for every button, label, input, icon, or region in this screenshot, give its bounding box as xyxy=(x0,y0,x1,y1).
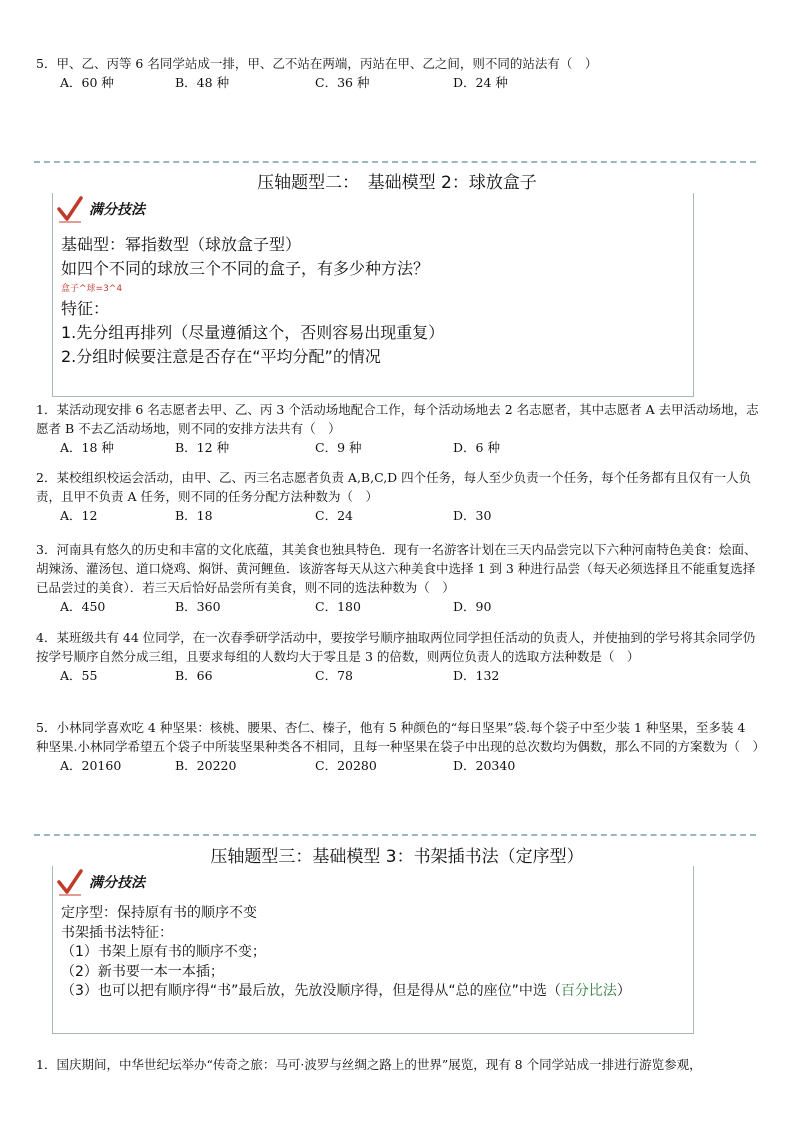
options-row xyxy=(36,597,760,616)
question-1 xyxy=(36,400,760,457)
tips-box xyxy=(52,866,694,1034)
tips-line: 特征： xyxy=(61,299,110,318)
tips-line: 定序型：保持原有书的顺序不变 xyxy=(61,905,257,921)
section-divider xyxy=(34,161,756,163)
question-stem: 5．甲、乙、丙等 6 名同学站成一排，甲、乙不站在两端，丙站在甲、乙之间，则不同的站法有（ ） xyxy=(36,56,598,71)
option-c: C．36 种 xyxy=(315,75,370,90)
tips-header xyxy=(57,868,145,896)
option-a: A．18 种 xyxy=(60,440,114,455)
tips-line: 1.先分组再排列（尽量遵循这个，否则容易出现重复） xyxy=(61,323,445,342)
question-bottom-1 xyxy=(36,1055,760,1074)
section-title: 压轴题型三：基础模型 3：书架插书法（定序型） xyxy=(210,847,584,867)
option-b: B．20220 xyxy=(175,758,237,773)
question-top-5 xyxy=(36,54,760,92)
options-row xyxy=(36,666,760,685)
tips-line-text: ） xyxy=(616,983,631,999)
tips-line: （1）书架上原有书的顺序不变； xyxy=(61,944,266,960)
option-d: D．132 xyxy=(453,668,500,683)
option-d: D．6 种 xyxy=(453,440,500,455)
option-d: D．90 xyxy=(453,599,492,614)
options-row xyxy=(36,438,760,457)
options-row xyxy=(36,73,760,92)
tips-line-text: （3）也可以把有顺序得“书”最后放，先放没顺序得，但是得从“总的座位”中选（ xyxy=(61,983,561,999)
option-d: D．30 xyxy=(453,508,492,523)
option-b: B．12 种 xyxy=(175,440,230,455)
question-2 xyxy=(36,468,760,525)
question-3 xyxy=(36,540,760,616)
section-title: 压轴题型二： 基础模型 2：球放盒子 xyxy=(257,173,537,193)
tips-line: 书架插书法特征： xyxy=(61,924,173,941)
formula-note: 盒子^球=3^4 xyxy=(61,284,123,294)
tips-header xyxy=(57,195,145,223)
tips-content xyxy=(61,904,689,1002)
tips-line xyxy=(61,982,689,1002)
question-stem: 4．某班级共有 44 位同学，在一次春季研学活动中，要按学号顺序抽取两位同学担任活动的负责人，并使抽到的学号将其余同学仍按学号顺序自然分成三组，且要求每组的人数均大于零且是 3 的倍数，则两位负责人的选取方法种数是（ ） xyxy=(36,630,756,664)
option-a: A．60 种 xyxy=(60,75,114,90)
tips-box xyxy=(52,193,694,397)
option-b: B．66 xyxy=(175,668,213,683)
tips-label: 满分技法 xyxy=(89,875,145,891)
percentage-method-link[interactable]: 百分比法 xyxy=(560,983,617,999)
options-row xyxy=(36,756,760,775)
option-c: C．78 xyxy=(315,668,353,683)
tips-line: 基础型：幂指数型（球放盒子型） xyxy=(61,235,302,254)
option-c: C．9 种 xyxy=(315,440,362,455)
question-stem: 2．某校组织校运会活动，由甲、乙、丙三名志愿者负责 A,B,C,D 四个任务，每人至少负责一个任务，每个任务都有且仅有一人负责，且甲不负责 A 任务，则不同的任务分配方法种数为（ ） xyxy=(36,470,752,504)
option-b: B．360 xyxy=(175,599,221,614)
option-b: B．18 xyxy=(175,508,213,523)
question-stem: 5．小林同学喜欢吃 4 种坚果：核桃、腰果、杏仁、榛子，他有 5 种颜色的“每日坚果”袋.每个袋子中至少装 1 种坚果，至多装 4 种坚果.小林同学希望五个袋子中所装坚果种类各不相同，且每一种坚果在袋子中出现的总次数均为偶数，那么不同的方案数为（ ） xyxy=(36,720,765,754)
question-stem: 3．河南具有悠久的历史和丰富的文化底蕴，其美食也独具特色．现有一名游客计划在三天内品尝完以下六种河南特色美食：烩面、胡辣汤、灌汤包、道口烧鸡、焖饼、黄河鲤鱼．该游客每天从这六种美食中选择 1 到 3 种进行品尝（每天必须选择且不能重复选择已品尝过的美食）．若三天后恰好品尝所有美食，则不同的选法种数为（ ） xyxy=(36,542,757,595)
option-a: A．20160 xyxy=(60,758,122,773)
option-a: A．450 xyxy=(60,599,106,614)
option-c: C．180 xyxy=(315,599,361,614)
question-5 xyxy=(36,718,765,775)
check-icon xyxy=(57,868,83,896)
section-divider xyxy=(34,834,756,836)
option-a: A．12 xyxy=(60,508,98,523)
option-a: A．55 xyxy=(60,668,98,683)
tips-line: （2）新书要一本一本插； xyxy=(61,963,224,980)
option-d: D．24 种 xyxy=(453,75,508,90)
option-b: B．48 种 xyxy=(175,75,230,90)
question-stem: 1．国庆期间，中华世纪坛举办“传奇之旅：马可·波罗与丝绸之路上的世界”展览，现有 8 个同学站成一排进行游览参观， xyxy=(36,1057,702,1072)
question-4 xyxy=(36,628,760,685)
tips-label: 满分技法 xyxy=(89,202,145,218)
tips-line: 如四个不同的球放三个不同的盒子，有多少种方法？ xyxy=(61,259,430,278)
option-c: C．20280 xyxy=(315,758,377,773)
options-row xyxy=(36,506,760,525)
tips-line: 2.分组时候要注意是否存在“平均分配”的情况 xyxy=(61,347,381,366)
question-stem: 1．某活动现安排 6 名志愿者去甲、乙、丙 3 个活动场地配合工作，每个活动场地去 2 名志愿者，其中志愿者 A 去甲活动场地，志愿者 B 不去乙活动场地，则不同的安排方法共有（ ） xyxy=(36,402,759,436)
tips-content xyxy=(61,233,444,369)
option-d: D．20340 xyxy=(453,758,516,773)
option-c: C．24 xyxy=(315,508,353,523)
check-icon xyxy=(57,195,83,223)
